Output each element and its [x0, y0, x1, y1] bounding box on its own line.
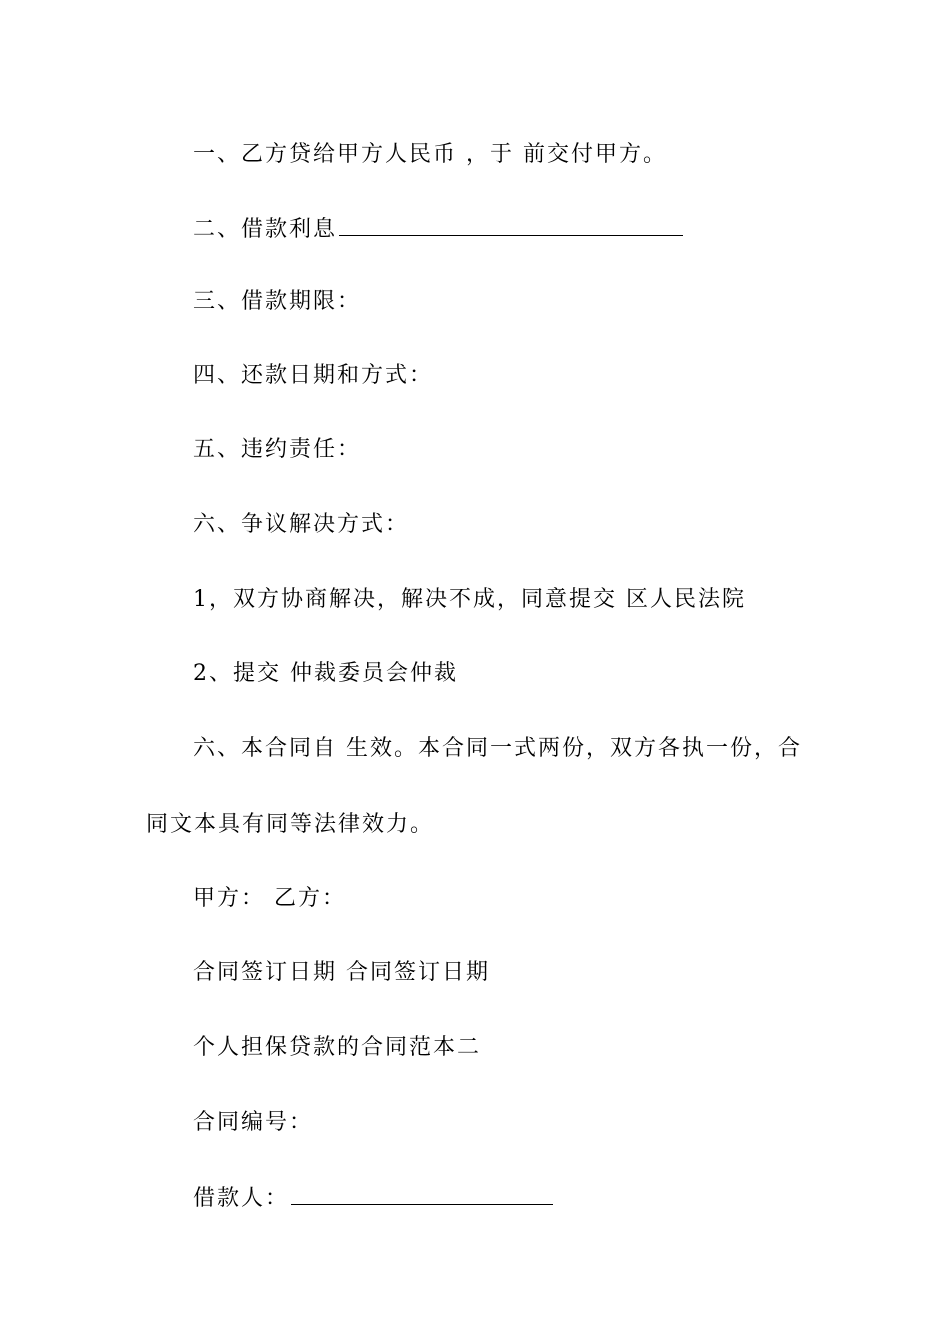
clause-liability	[193, 435, 361, 465]
clause-loan-amount	[193, 140, 667, 170]
clause-effect-line-2	[146, 810, 434, 840]
section-title	[193, 1033, 481, 1063]
clause-loan-term	[193, 287, 361, 317]
clause-text: 四、还款日期和方式：	[193, 363, 434, 388]
contract-number	[193, 1108, 313, 1138]
clause-text: 2、提交 仲裁委员会仲裁	[193, 661, 458, 686]
clause-repayment	[193, 361, 433, 391]
clause-text: 二、借款利息	[193, 217, 338, 242]
clause-effect-line-1	[193, 734, 802, 764]
clause-text: 借款人：	[193, 1186, 290, 1211]
clause-text: 合同编号：	[193, 1110, 314, 1135]
clause-text: 个人担保贷款的合同范本二	[193, 1035, 482, 1060]
clause-dispute-item-2	[193, 659, 458, 689]
clause-text: 六、本合同自 生效。本合同一式两份，双方各执一份，合	[193, 736, 802, 761]
signing-dates	[193, 958, 490, 988]
clause-text: 三、借款期限：	[193, 289, 362, 314]
clause-text: 五、违约责任：	[193, 437, 362, 462]
borrower-blank-line	[291, 1182, 553, 1205]
borrower-field	[193, 1182, 553, 1214]
clause-interest	[193, 213, 683, 245]
clause-text: 合同签订日期 合同签订日期	[193, 960, 490, 985]
clause-text: 同文本具有同等法律效力。	[146, 812, 435, 837]
interest-blank-line	[339, 213, 683, 236]
clause-dispute-item-1	[193, 585, 746, 615]
clause-text: 甲方： 乙方：	[193, 886, 346, 911]
clause-text: 六、争议解决方式：	[193, 512, 410, 537]
clause-text: 1，双方协商解决，解决不成，同意提交 区人民法院	[193, 587, 746, 612]
signature-parties	[193, 884, 346, 914]
clause-text: 一、乙方贷给甲方人民币 ，于 前交付甲方。	[193, 142, 667, 167]
clause-dispute	[193, 510, 409, 540]
